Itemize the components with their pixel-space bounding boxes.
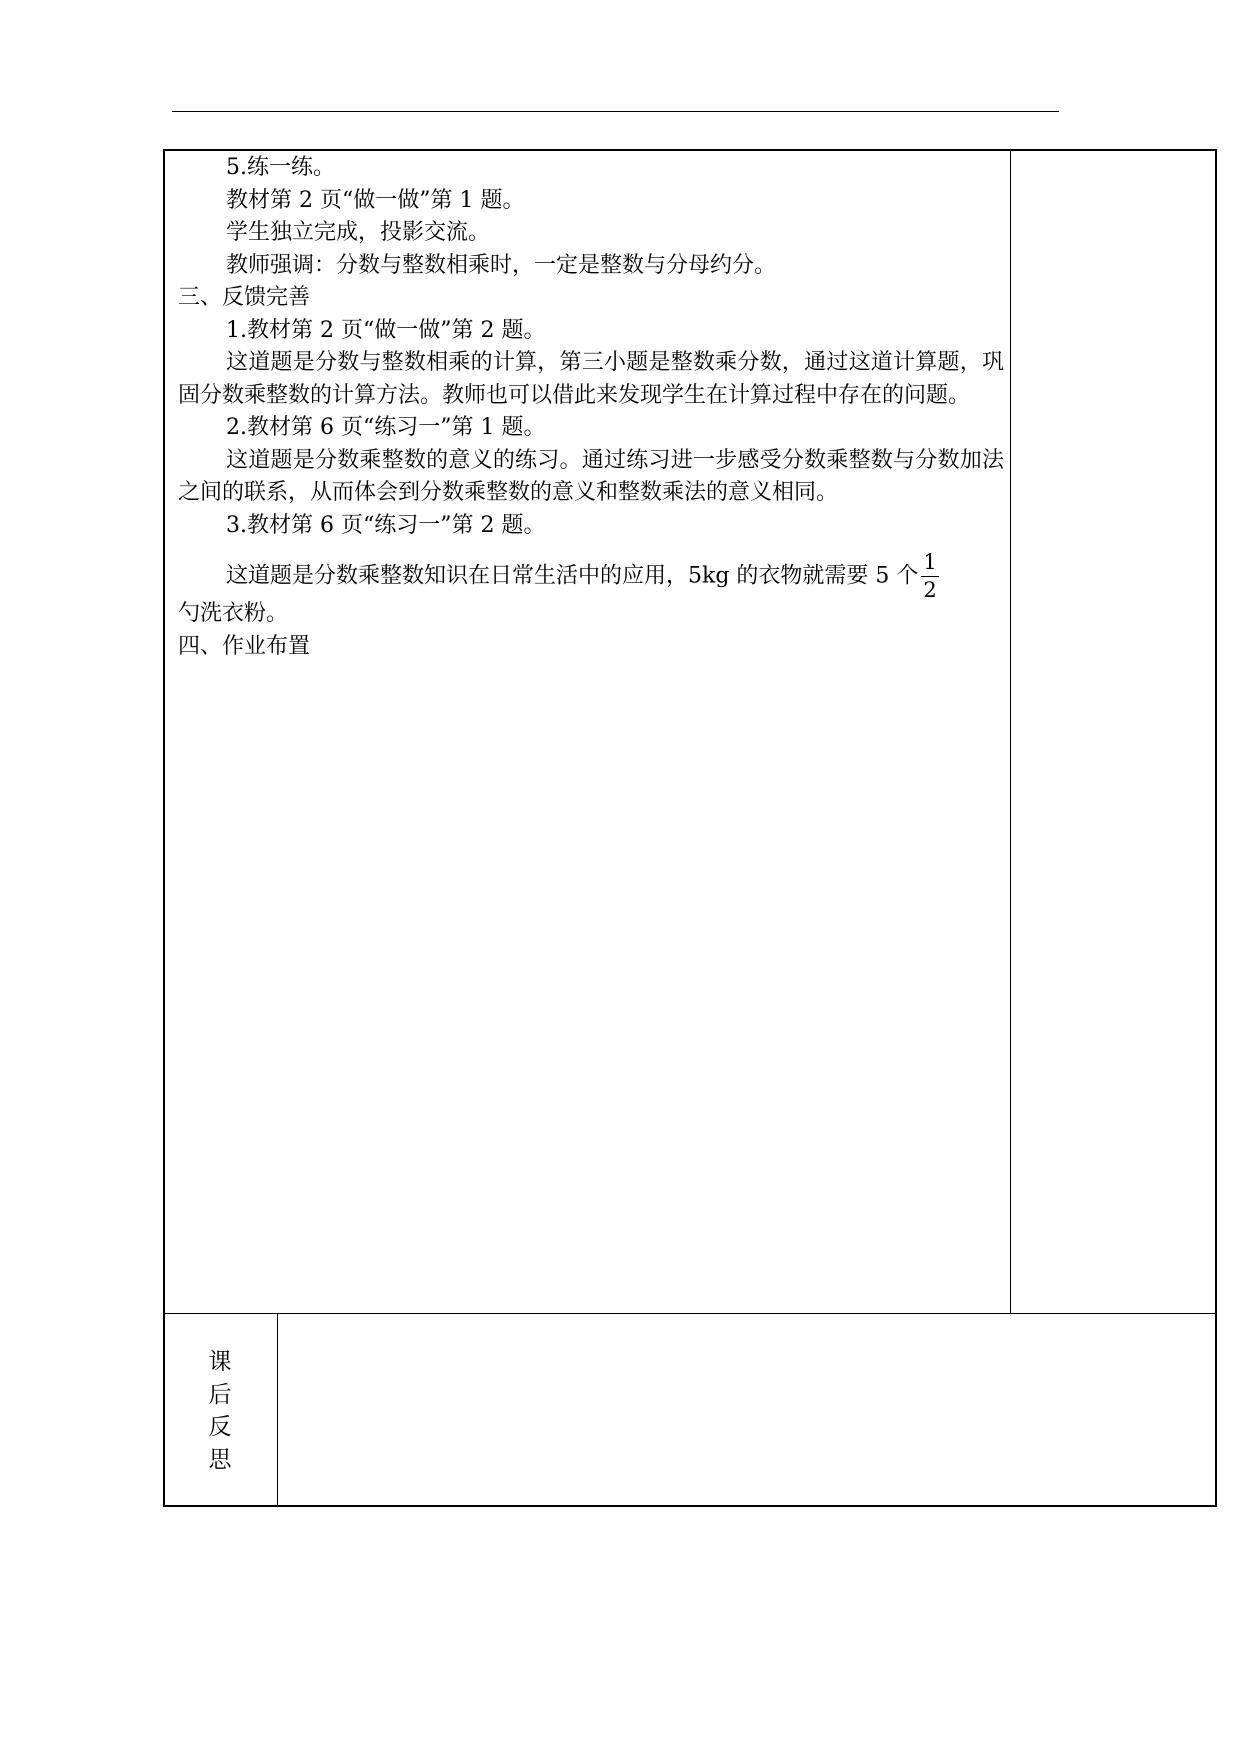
item-1-description: 这道题是分数与整数相乘的计算，第三小题是整数乘分数，通过这道计算题，巩固分数乘整数的计算方法。教师也可以借此来发现学生在计算过程中存在的问题。: [178, 350, 1004, 408]
fraction-numerator: 1: [921, 552, 938, 577]
notes-column: [1012, 151, 1215, 1312]
practice-item: 教材第 2 页“做一做”第 1 题。: [226, 187, 525, 213]
reflection-label: [163, 1346, 277, 1476]
item-3-description: [178, 550, 1004, 602]
section-three-title: 三、反馈完善: [178, 285, 311, 310]
practice-method: 学生独立完成，投影交流。: [226, 220, 491, 245]
item-3-continuation: 勺洗衣粉。: [178, 601, 289, 626]
reflection-label-char: 后: [208, 1381, 232, 1408]
fraction-denominator: 2: [923, 578, 937, 602]
reflection-divider: [277, 1313, 278, 1507]
row-divider: [163, 1313, 1217, 1314]
practice-heading: 5.练一练。: [226, 155, 335, 180]
item-3-text: 这道题是分数乘整数知识在日常生活中的应用，5kg 的衣物就需要 5 个: [226, 563, 919, 589]
reflection-body: [279, 1315, 1215, 1505]
reflection-label-char: 课: [208, 1349, 232, 1375]
item-3-title: 3.教材第 6 页“练习一”第 2 题。: [226, 512, 546, 538]
teacher-emphasis: 教师强调：分数与整数相乘时，一定是整数与分母约分。: [226, 252, 777, 278]
header-rule: [172, 111, 1059, 112]
item-2-description: 这道题是分数乘整数的意义的练习。通过练习进一步感受分数乘整数与分数加法之间的联系，从而体会到分数乘整数的意义和整数乘法的意义相同。: [178, 447, 1004, 505]
reflection-label-char: 反: [208, 1414, 232, 1440]
column-divider: [1010, 149, 1011, 1314]
item-2-title: 2.教材第 6 页“练习一”第 1 题。: [226, 415, 546, 440]
section-four-title: 四、作业布置: [178, 633, 311, 659]
item-1-title: 1.教材第 2 页“做一做”第 2 题。: [226, 317, 546, 343]
reflection-label-char: 思: [208, 1446, 232, 1473]
lesson-content: [178, 152, 1004, 663]
one-half-fraction: [921, 552, 938, 601]
